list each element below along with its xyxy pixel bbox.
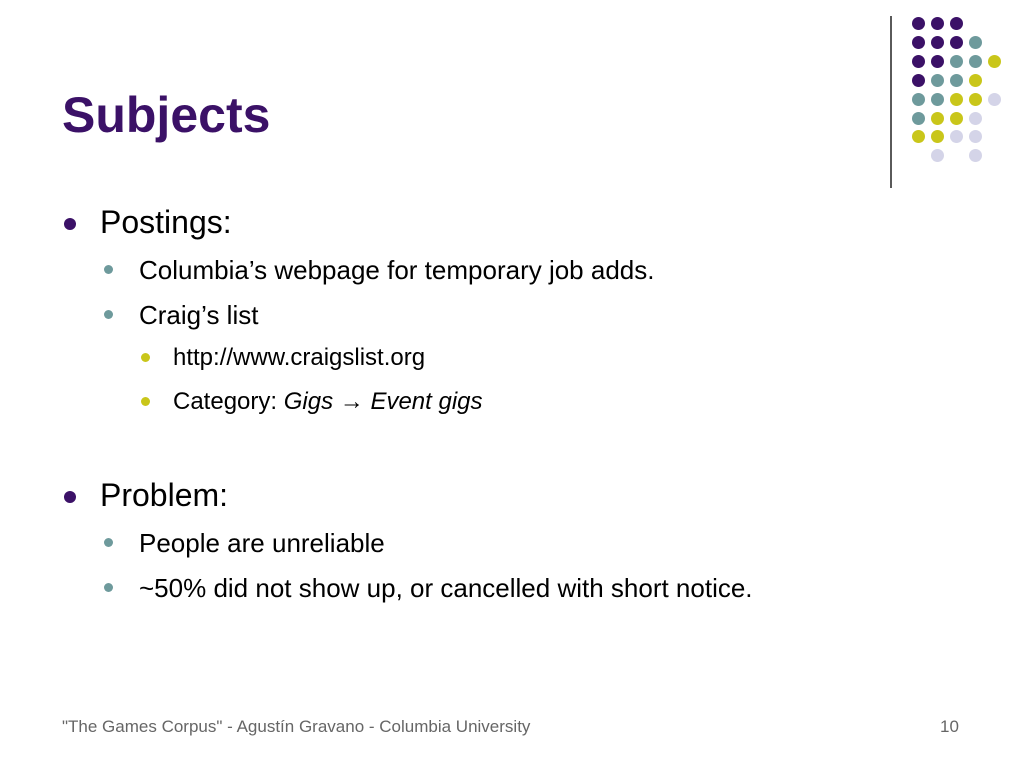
decorative-dot bbox=[969, 93, 982, 106]
decorative-dot bbox=[969, 130, 982, 143]
decorative-dot bbox=[931, 130, 944, 143]
bullet-dot bbox=[141, 353, 150, 362]
category-prefix: Category: bbox=[173, 388, 278, 415]
decorative-dot bbox=[969, 149, 982, 162]
decorative-dot bbox=[950, 93, 963, 106]
decorative-dot bbox=[969, 74, 982, 87]
category-event-gigs: Event gigs bbox=[370, 388, 483, 415]
decorative-dot bbox=[931, 17, 944, 30]
bullet-dot bbox=[104, 310, 113, 319]
bullet-dot bbox=[104, 583, 113, 592]
footer-text: "The Games Corpus" - Agustín Gravano - Columbia University bbox=[62, 717, 531, 736]
decorative-dot bbox=[912, 36, 925, 49]
decorative-dot bbox=[969, 112, 982, 125]
bullet-dot bbox=[104, 538, 113, 547]
list-item-columbia-webpage: Columbia’s webpage for temporary job adds. bbox=[139, 255, 655, 285]
decorative-dot bbox=[931, 36, 944, 49]
decorative-dot bbox=[950, 36, 963, 49]
decorative-dot bbox=[912, 112, 925, 125]
page-number: 10 bbox=[940, 717, 959, 736]
bullet-dot bbox=[64, 491, 76, 503]
decorative-dot bbox=[912, 17, 925, 30]
decorative-dot bbox=[912, 130, 925, 143]
decorative-dot bbox=[931, 74, 944, 87]
list-item-no-show: ~50% did not show up, or cancelled with short notice. bbox=[139, 573, 753, 603]
decorative-dot bbox=[950, 74, 963, 87]
decorative-dot bbox=[912, 74, 925, 87]
decorative-dot bbox=[969, 36, 982, 49]
decorative-dot bbox=[931, 55, 944, 68]
decorative-dot bbox=[988, 93, 1001, 106]
decorative-dot bbox=[931, 149, 944, 162]
decorative-dot bbox=[912, 55, 925, 68]
decorative-dot bbox=[969, 55, 982, 68]
list-item-craigslist: Craig’s list bbox=[139, 300, 259, 330]
list-item-unreliable: People are unreliable bbox=[139, 528, 385, 558]
decorative-dot bbox=[931, 112, 944, 125]
category-gigs: Gigs bbox=[283, 388, 334, 415]
decorative-dot bbox=[950, 55, 963, 68]
craigslist-category bbox=[173, 390, 483, 414]
craigslist-url: http://www.craigslist.org bbox=[173, 344, 426, 371]
problem-heading: Problem: bbox=[100, 477, 229, 513]
decorative-dot bbox=[950, 130, 963, 143]
arrow-icon: → bbox=[339, 388, 364, 415]
decorative-dot bbox=[988, 55, 1001, 68]
slide-title: Subjects bbox=[62, 87, 271, 143]
decorative-dot bbox=[950, 112, 963, 125]
bullet-dot bbox=[104, 265, 113, 274]
decorative-dot bbox=[912, 93, 925, 106]
bullet-dot bbox=[141, 397, 150, 406]
decorative-dot bbox=[950, 17, 963, 30]
bullet-dot bbox=[64, 218, 76, 230]
postings-heading: Postings: bbox=[100, 204, 232, 240]
decorative-dot bbox=[931, 93, 944, 106]
